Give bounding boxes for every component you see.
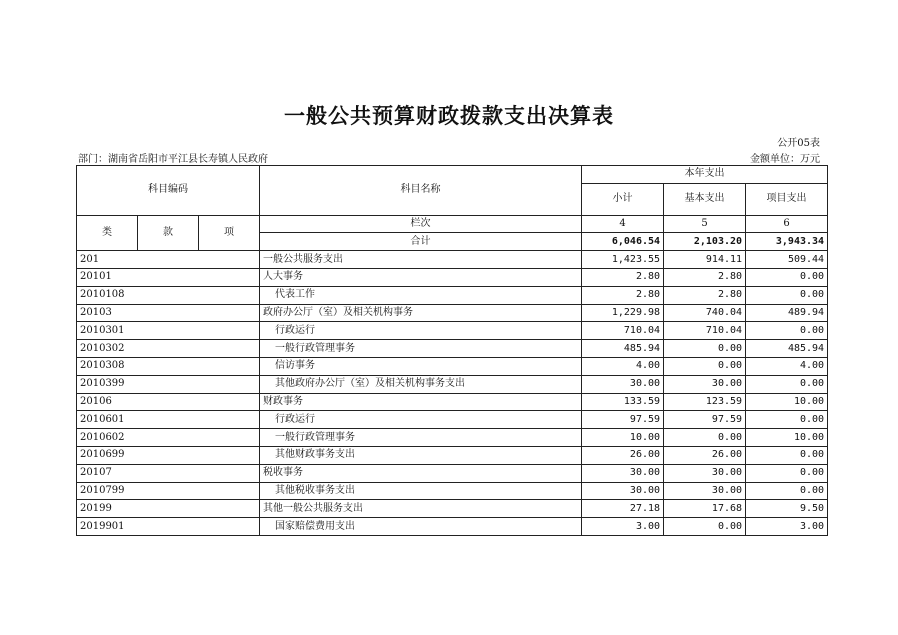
- row-project: 509.44: [746, 251, 828, 269]
- row-basic: 0.00: [664, 340, 746, 358]
- row-subtotal: 10.00: [582, 429, 664, 447]
- row-name: 代表工作: [260, 286, 582, 304]
- table-row: [77, 304, 828, 322]
- row-subtotal: 27.18: [582, 500, 664, 518]
- row-project: 489.94: [746, 304, 828, 322]
- header-item: 项: [199, 215, 260, 251]
- row-name: 行政运行: [260, 322, 582, 340]
- header-code: 科目编码: [77, 166, 260, 216]
- table-row: [77, 340, 828, 358]
- row-project: 10.00: [746, 429, 828, 447]
- row-code: 20199: [77, 500, 260, 518]
- unit-label: 金额单位：万元: [750, 154, 820, 165]
- table-row: [77, 268, 828, 286]
- row-project: 0.00: [746, 375, 828, 393]
- col-no-subtotal: 4: [582, 215, 664, 233]
- row-name: 其他税收事务支出: [260, 482, 582, 500]
- total-basic: 2,103.20: [664, 233, 746, 251]
- row-code: 2019901: [77, 518, 260, 536]
- row-code: 20107: [77, 464, 260, 482]
- row-project: 0.00: [746, 322, 828, 340]
- header-class: 类: [77, 215, 138, 251]
- row-subtotal: 485.94: [582, 340, 664, 358]
- row-name: 国家赔偿费用支出: [260, 518, 582, 536]
- row-basic: 0.00: [664, 429, 746, 447]
- page-title: 一般公共预算财政拨款支出决算表: [284, 103, 614, 128]
- row-name: 一般行政管理事务: [260, 340, 582, 358]
- row-code: 2010602: [77, 429, 260, 447]
- table-row: [77, 500, 828, 518]
- row-basic: 30.00: [664, 482, 746, 500]
- row-name: 政府办公厅（室）及相关机构事务: [260, 304, 582, 322]
- row-project: 0.00: [746, 464, 828, 482]
- row-subtotal: 710.04: [582, 322, 664, 340]
- row-subtotal: 4.00: [582, 357, 664, 375]
- department-label: 部门：湖南省岳阳市平江县长寿镇人民政府: [78, 154, 268, 165]
- table-row: [77, 322, 828, 340]
- row-project: 0.00: [746, 411, 828, 429]
- col-no-basic: 5: [664, 215, 746, 233]
- header-subtotal: 小计: [582, 183, 664, 215]
- form-number: 公开05表: [777, 138, 820, 149]
- table-row: [77, 429, 828, 447]
- table-row: [77, 518, 828, 536]
- row-name: 其他政府办公厅（室）及相关机构事务支出: [260, 375, 582, 393]
- row-basic: 2.80: [664, 268, 746, 286]
- row-code: 2010302: [77, 340, 260, 358]
- row-name: 税收事务: [260, 464, 582, 482]
- row-subtotal: 30.00: [582, 482, 664, 500]
- row-name: 一般行政管理事务: [260, 429, 582, 447]
- row-code: 2010308: [77, 357, 260, 375]
- row-name: 信访事务: [260, 357, 582, 375]
- row-name: 人大事务: [260, 268, 582, 286]
- row-project: 0.00: [746, 482, 828, 500]
- total-project: 3,943.34: [746, 233, 828, 251]
- row-basic: 97.59: [664, 411, 746, 429]
- total-label: 合计: [260, 233, 582, 251]
- row-project: 0.00: [746, 446, 828, 464]
- header-row-1: [77, 166, 828, 184]
- table-row: [77, 393, 828, 411]
- row-project: 10.00: [746, 393, 828, 411]
- row-code: 2010399: [77, 375, 260, 393]
- table-row: [77, 286, 828, 304]
- header-name: 科目名称: [260, 166, 582, 216]
- header-row-3: [77, 215, 828, 233]
- row-project: 0.00: [746, 286, 828, 304]
- row-basic: 740.04: [664, 304, 746, 322]
- row-code: 20101: [77, 268, 260, 286]
- row-name: 财政事务: [260, 393, 582, 411]
- header-current-year: 本年支出: [582, 166, 828, 184]
- header-project: 项目支出: [746, 183, 828, 215]
- header-basic: 基本支出: [664, 183, 746, 215]
- table-row: [77, 464, 828, 482]
- header-section: 款: [138, 215, 199, 251]
- expenditure-table: [76, 165, 828, 536]
- row-basic: 17.68: [664, 500, 746, 518]
- row-name: 其他一般公共服务支出: [260, 500, 582, 518]
- row-project: 9.50: [746, 500, 828, 518]
- row-code: 2010601: [77, 411, 260, 429]
- col-no-project: 6: [746, 215, 828, 233]
- row-code: 2010108: [77, 286, 260, 304]
- row-subtotal: 1,229.98: [582, 304, 664, 322]
- row-basic: 30.00: [664, 464, 746, 482]
- row-code: 2010799: [77, 482, 260, 500]
- row-subtotal: 97.59: [582, 411, 664, 429]
- row-basic: 26.00: [664, 446, 746, 464]
- row-basic: 0.00: [664, 357, 746, 375]
- row-subtotal: 133.59: [582, 393, 664, 411]
- row-code: 2010301: [77, 322, 260, 340]
- row-subtotal: 30.00: [582, 464, 664, 482]
- row-project: 0.00: [746, 268, 828, 286]
- row-basic: 710.04: [664, 322, 746, 340]
- row-subtotal: 30.00: [582, 375, 664, 393]
- header-column-no: 栏次: [260, 215, 582, 233]
- row-subtotal: 2.80: [582, 268, 664, 286]
- row-subtotal: 1,423.55: [582, 251, 664, 269]
- row-code: 201: [77, 251, 260, 269]
- row-basic: 123.59: [664, 393, 746, 411]
- row-basic: 2.80: [664, 286, 746, 304]
- table-row: [77, 411, 828, 429]
- row-subtotal: 26.00: [582, 446, 664, 464]
- row-code: 2010699: [77, 446, 260, 464]
- table-row: [77, 482, 828, 500]
- row-basic: 30.00: [664, 375, 746, 393]
- table-row: [77, 357, 828, 375]
- row-project: 3.00: [746, 518, 828, 536]
- row-basic: 914.11: [664, 251, 746, 269]
- row-name: 一般公共服务支出: [260, 251, 582, 269]
- row-code: 20106: [77, 393, 260, 411]
- table-row: [77, 375, 828, 393]
- row-name: 其他财政事务支出: [260, 446, 582, 464]
- table-row: [77, 251, 828, 269]
- total-subtotal: 6,046.54: [582, 233, 664, 251]
- row-project: 4.00: [746, 357, 828, 375]
- row-basic: 0.00: [664, 518, 746, 536]
- row-name: 行政运行: [260, 411, 582, 429]
- row-code: 20103: [77, 304, 260, 322]
- table-row: [77, 446, 828, 464]
- row-project: 485.94: [746, 340, 828, 358]
- row-subtotal: 2.80: [582, 286, 664, 304]
- row-subtotal: 3.00: [582, 518, 664, 536]
